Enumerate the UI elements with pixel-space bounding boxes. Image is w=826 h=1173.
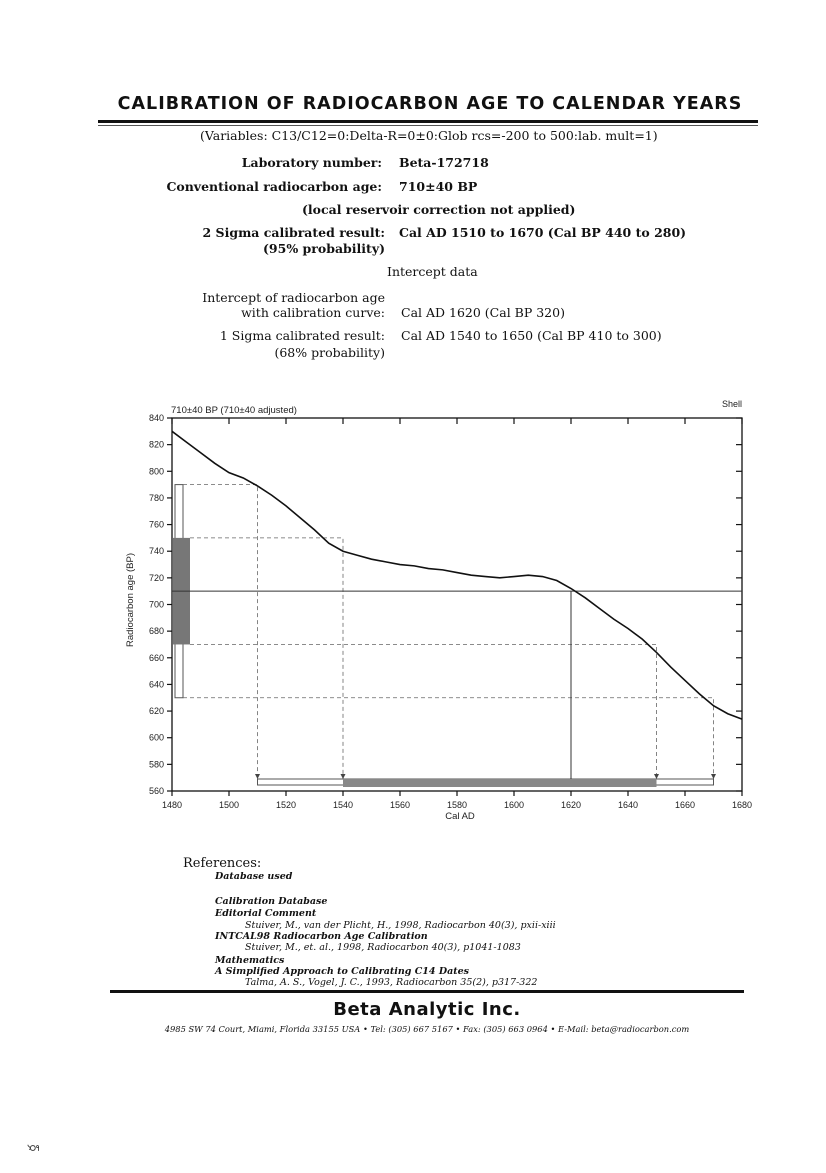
x-tick-label: 1600 xyxy=(503,800,525,810)
x-tick-label: 1660 xyxy=(674,800,696,810)
one-sigma-value: Cal AD 1540 to 1650 (Cal BP 410 to 300) xyxy=(401,328,662,343)
lab-number-label: Laboratory number: xyxy=(241,155,382,170)
title-rule xyxy=(98,120,758,123)
one-sigma-guide xyxy=(190,644,657,779)
two-sigma-label: 2 Sigma calibrated result: xyxy=(202,225,385,240)
y-tick-label: 580 xyxy=(148,759,164,770)
x-tick-label: 1520 xyxy=(275,800,297,810)
two-sigma-guide xyxy=(183,485,258,779)
one-sigma-guide xyxy=(190,538,343,779)
y-tick-label: 800 xyxy=(148,466,164,477)
y-tick-label: 720 xyxy=(148,572,164,583)
calibration-chart xyxy=(0,390,826,830)
y-tick-label: 760 xyxy=(148,519,164,530)
y-tick-label: 780 xyxy=(148,492,164,503)
x-tick-label: 1540 xyxy=(332,800,354,810)
reference-cite-4: Talma, A. S., Vogel, J. C., 1993, Radiocarbon 35(2), p317-322 xyxy=(245,977,538,988)
chart-corner-label: Shell xyxy=(721,399,742,409)
company-name: Beta Analytic Inc. xyxy=(333,999,521,1020)
x-axis-label: Cal AD xyxy=(445,811,475,822)
y-tick-label: 640 xyxy=(148,679,164,690)
x-tick-label: 1580 xyxy=(446,800,468,810)
guide-arrow xyxy=(654,774,659,779)
intercept-label-2: with calibration curve: xyxy=(241,305,385,320)
one-sigma-sublabel: (68% probability) xyxy=(274,345,385,360)
y-tick-label: 820 xyxy=(148,439,164,450)
y-tick-label: 680 xyxy=(148,626,164,637)
chart-title: 710±40 BP (710±40 adjusted) xyxy=(171,405,297,416)
conventional-age-label: Conventional radiocarbon age: xyxy=(166,179,382,194)
y-tick-label: 700 xyxy=(148,599,164,610)
chart-plot-layer xyxy=(149,413,752,810)
intercept-value: Cal AD 1620 (Cal BP 320) xyxy=(401,305,565,320)
title-rule-thin xyxy=(98,125,758,126)
reference-title-4: A Simplified Approach to Calibrating C14 Dates xyxy=(215,966,469,977)
y-tick-label: 620 xyxy=(148,706,164,717)
guide-arrow xyxy=(341,774,346,779)
y-tick-label: 660 xyxy=(148,652,164,663)
reference-title-3: Mathematics xyxy=(215,955,285,966)
x-tick-label: 1480 xyxy=(161,800,183,810)
margin-handwritten-mark: ర్త xyxy=(25,1144,39,1152)
references-header: References: xyxy=(183,856,262,871)
intercept-label-1: Intercept of radiocarbon age xyxy=(202,290,385,305)
y-tick-label: 840 xyxy=(148,413,164,423)
x-tick-label: 1560 xyxy=(389,800,411,810)
reservoir-note: (local reservoir correction not applied) xyxy=(302,202,576,217)
footer-rule xyxy=(110,990,744,993)
guide-arrow xyxy=(711,774,716,779)
y-axis-label: Radiocarbon age (BP) xyxy=(125,553,136,647)
reference-title-1: Editorial Comment xyxy=(215,908,317,919)
y-tick-label: 600 xyxy=(148,732,164,743)
intercept-header: Intercept data xyxy=(387,264,478,279)
lab-number-value: Beta-172718 xyxy=(399,155,489,170)
conventional-age-value: 710±40 BP xyxy=(399,179,478,194)
company-address: 4985 SW 74 Court, Miami, Florida 33155 USA • Tel: (305) 667 5167 • Fax: (305) 663 0964 • E-Mail: beta@radiocarbon.com xyxy=(164,1024,690,1034)
one-sigma-cal-band xyxy=(343,779,657,787)
page-title: CALIBRATION OF RADIOCARBON AGE TO CALENDAR YEARS xyxy=(117,94,743,114)
reference-cite-2: Stuiver, M., et. al., 1998, Radiocarbon 40(3), p1041-1083 xyxy=(245,942,521,953)
two-sigma-guide xyxy=(183,698,714,779)
two-sigma-sublabel: (95% probability) xyxy=(263,241,385,256)
reference-title-0: Calibration Database xyxy=(215,896,328,907)
reference-cite-1: Stuiver, M., van der Plicht, H., 1998, Radiocarbon 40(3), pxii-xiii xyxy=(245,920,556,931)
variables-line: (Variables: C13/C12=0:Delta-R=0±0:Glob rcs=-200 to 500:lab. mult=1) xyxy=(200,128,658,143)
one-sigma-label: 1 Sigma calibrated result: xyxy=(219,328,385,343)
x-tick-label: 1640 xyxy=(617,800,639,810)
guide-arrow xyxy=(255,774,260,779)
references-database-label: Database used xyxy=(215,871,293,882)
two-sigma-value: Cal AD 1510 to 1670 (Cal BP 440 to 280) xyxy=(399,225,687,240)
y-tick-label: 560 xyxy=(148,786,164,796)
y-tick-label: 740 xyxy=(148,546,164,557)
x-tick-label: 1620 xyxy=(560,800,582,810)
reference-title-2: INTCAL98 Radiocarbon Age Calibration xyxy=(215,931,428,942)
x-tick-label: 1500 xyxy=(218,800,240,810)
x-tick-label: 1680 xyxy=(731,800,753,810)
